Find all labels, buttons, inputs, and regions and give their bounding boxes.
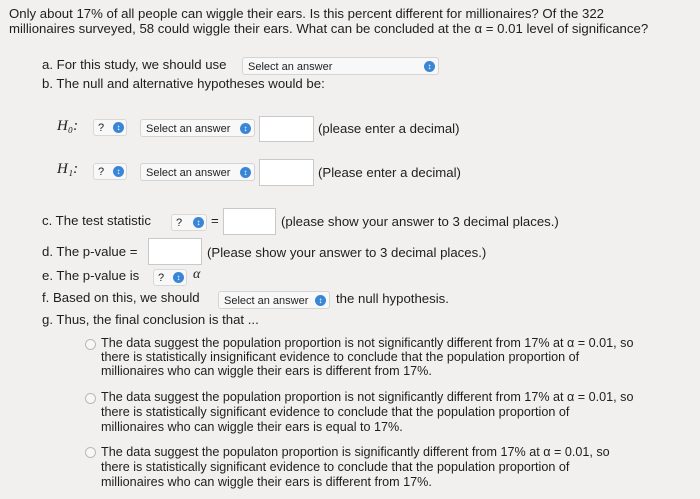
updown-chevron-icon: ↕ <box>173 272 184 283</box>
h0-operator-value: Select an answer <box>146 123 231 135</box>
h0-symbol: H₀: <box>57 118 79 134</box>
updown-chevron-icon: ↕ <box>424 61 435 72</box>
part-g-label: g. Thus, the final conclusion is that ... <box>42 312 259 327</box>
h1-operator-value: Select an answer <box>146 167 231 179</box>
test-statistic-input[interactable] <box>223 208 276 235</box>
part-d-label: d. The p-value = <box>42 244 138 259</box>
h0-value-input[interactable] <box>259 116 314 142</box>
h0-parameter-value: ? <box>98 122 105 134</box>
study-type-select-value: Select an answer <box>248 61 333 73</box>
part-c-hint: (please show your answer to 3 decimal places.) <box>281 214 559 229</box>
conclusion-option-2-line2: there is statistically significant evidence to conclude that the population proportion of <box>101 405 570 419</box>
updown-chevron-icon: ↕ <box>113 122 124 133</box>
part-b-label: b. The null and alternative hypotheses would be: <box>42 76 325 91</box>
part-e-label: e. The p-value is <box>42 268 140 283</box>
part-d-hint: (Please show your answer to 3 decimal places.) <box>207 245 487 260</box>
conclusion-option-1-line1: The data suggest the population proportion is not significantly different from 17% at α = 0.01, so <box>101 336 634 350</box>
h0-parameter-select[interactable] <box>93 119 127 136</box>
question-intro-line2: millionaires surveyed, 58 could wiggle their ears. What can be concluded at the α = 0.01 level of significance? <box>9 21 649 36</box>
conclusion-option-2-radio[interactable] <box>85 393 96 404</box>
h0-operator-select[interactable] <box>140 119 255 137</box>
equals-sign: = <box>211 213 219 228</box>
alpha-symbol: α <box>193 267 201 282</box>
h1-value-input[interactable] <box>259 159 314 186</box>
study-type-select[interactable] <box>242 57 439 75</box>
conclusion-option-3-line1: The data suggest the populaton proportion is significantly different from 17% at α = 0.01, so <box>101 445 610 459</box>
part-f-tail: the null hypothesis. <box>336 291 449 306</box>
p-value-input[interactable] <box>148 238 202 265</box>
part-c-label: c. The test statistic <box>42 213 151 228</box>
p-value-comparison-value: ? <box>158 272 165 284</box>
updown-chevron-icon: ↕ <box>240 123 251 134</box>
h1-hint: (Please enter a decimal) <box>318 165 461 180</box>
question-intro-line1: Only about 17% of all people can wiggle their ears. Is this percent different for millionaires? Of the 322 <box>9 6 604 21</box>
conclusion-option-2-line3: millionaires who can wiggle their ears is equal to 17%. <box>101 420 403 434</box>
part-a-label: a. For this study, we should use <box>42 57 227 72</box>
h1-parameter-value: ? <box>98 166 105 178</box>
conclusion-option-1-radio[interactable] <box>85 339 96 350</box>
conclusion-option-3-radio[interactable] <box>85 447 96 458</box>
decision-select-value: Select an answer <box>224 295 309 307</box>
decision-select[interactable] <box>218 291 330 309</box>
p-value-comparison-select[interactable] <box>153 269 187 286</box>
updown-chevron-icon: ↕ <box>113 166 124 177</box>
test-statistic-select[interactable] <box>171 214 207 231</box>
part-f-label: f. Based on this, we should <box>42 290 200 305</box>
updown-chevron-icon: ↕ <box>240 167 251 178</box>
h1-parameter-select[interactable] <box>93 163 127 180</box>
conclusion-option-1-line2: there is statistically insignificant evidence to conclude that the population proportion of <box>101 350 580 364</box>
conclusion-option-3-line2: there is statistically significant evidence to conclude that the population proportion of <box>101 460 570 474</box>
test-statistic-select-value: ? <box>176 217 183 229</box>
h1-symbol: H₁: <box>57 161 79 177</box>
conclusion-option-2-line1: The data suggest the population proportion is not significantly different from 17% at α = 0.01, so <box>101 390 634 404</box>
conclusion-option-3-line3: millionaires who can wiggle their ears is different from 17%. <box>101 475 432 489</box>
h0-hint: (please enter a decimal) <box>318 121 460 136</box>
updown-chevron-icon: ↕ <box>193 217 204 228</box>
h1-operator-select[interactable] <box>140 163 255 181</box>
conclusion-option-1-line3: millionaires who can wiggle their ears is different from 17%. <box>101 364 432 378</box>
updown-chevron-icon: ↕ <box>315 295 326 306</box>
